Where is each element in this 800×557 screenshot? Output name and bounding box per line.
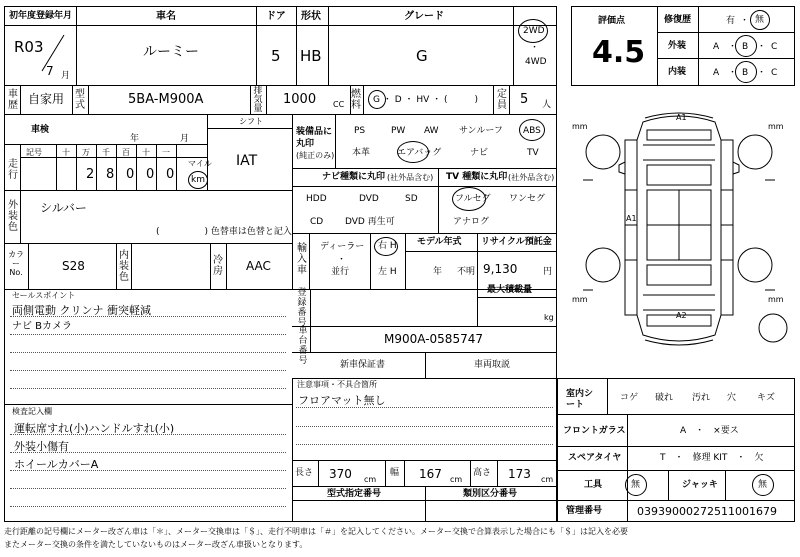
import-label: 輸入車 bbox=[297, 243, 307, 276]
repair-dot: ・ bbox=[740, 16, 750, 26]
doors-value: 5 bbox=[271, 47, 281, 65]
drive-2wd: 2WD bbox=[523, 26, 545, 36]
capacity-label: 定員 bbox=[497, 89, 507, 111]
drive-dot: ・ bbox=[530, 43, 540, 53]
jack-value: 無 bbox=[758, 480, 768, 490]
car-diagram bbox=[563, 100, 795, 360]
equipment-item: AW bbox=[424, 126, 439, 136]
mm-bottom-right: mm bbox=[768, 295, 784, 304]
equipment-item: ABS bbox=[523, 126, 541, 136]
interior-c: C bbox=[771, 68, 778, 78]
model-year-unit: 年 bbox=[433, 267, 443, 277]
mgmt-label: 管理番号 bbox=[566, 506, 603, 516]
repair-yes: 有 bbox=[726, 16, 736, 26]
interior-dot1: ・ bbox=[728, 68, 738, 78]
width-label: 幅 bbox=[390, 468, 400, 478]
tools-label: 工具 bbox=[584, 480, 603, 490]
exterior-dot1: ・ bbox=[728, 42, 738, 52]
height-label: 高さ bbox=[473, 468, 492, 478]
sales-point-line-2: ナビ Bカメラ bbox=[12, 321, 73, 332]
exterior-c: C bbox=[771, 42, 778, 52]
category-label: 車歴 bbox=[8, 89, 18, 111]
drive-4wd: 4WD bbox=[525, 57, 547, 67]
grade-value: G bbox=[416, 47, 428, 65]
reg-month-value: 7 bbox=[46, 64, 54, 78]
odo-unit-header: 十 bbox=[62, 148, 70, 157]
parallel: 並行 bbox=[331, 267, 350, 277]
navi-item: DVD 再生可 bbox=[345, 217, 395, 227]
ac-label: 冷房 bbox=[213, 255, 223, 277]
category-value: 自家用 bbox=[28, 92, 65, 106]
seat-item: 汚れ bbox=[692, 393, 711, 403]
sales-point-line-1: 両側電動 クリンナ 衝突軽減 bbox=[12, 304, 151, 317]
shaken-month-unit: 月 bbox=[180, 134, 190, 144]
model-year-label: モデル年式 bbox=[417, 237, 462, 247]
width-unit: cm bbox=[450, 475, 463, 484]
fuel-label: 燃料 bbox=[351, 89, 361, 111]
navi-item: DVD bbox=[359, 194, 379, 204]
type-designation-label: 型式指定番号 bbox=[327, 489, 382, 499]
sales-point-label: セールスポイント bbox=[12, 291, 76, 300]
shape-label: 形状 bbox=[301, 11, 321, 22]
odo-unit-header: 百 bbox=[122, 148, 130, 157]
exterior-a: A bbox=[713, 42, 720, 52]
equipment-item: TV bbox=[527, 148, 539, 158]
interior-label: 内装 bbox=[668, 67, 687, 77]
chassis-value: M900A-0585747 bbox=[384, 332, 483, 346]
inspector-line-3: ホイールカバーA bbox=[14, 458, 99, 471]
steering-l: 左 H bbox=[378, 267, 397, 277]
car-manual: 車両取説 bbox=[474, 360, 511, 370]
displacement-value: 1000 bbox=[283, 92, 317, 107]
reg-month-unit: 月 bbox=[61, 71, 71, 81]
odo-digit: 0 bbox=[166, 167, 175, 182]
interior-b: B bbox=[742, 68, 749, 78]
shift-value: IAT bbox=[236, 153, 258, 169]
displacement-unit: CC bbox=[333, 100, 345, 109]
navi-sub: (社外品含む) bbox=[387, 173, 434, 182]
length-unit: cm bbox=[364, 475, 377, 484]
new-car-warranty: 新車保証書 bbox=[340, 360, 386, 370]
color-change-note: ( ) 色替車は色替と記入 bbox=[156, 227, 292, 237]
ac-value: AAC bbox=[246, 259, 271, 273]
steering-r: 右 H bbox=[378, 241, 397, 251]
navi-item: SD bbox=[405, 194, 418, 204]
capacity-value: 5 bbox=[520, 92, 529, 107]
door-label: ドア bbox=[266, 11, 286, 22]
km-label: km bbox=[191, 175, 205, 185]
chassis-label: 車台番号 bbox=[298, 326, 308, 366]
equipment-sub: (純正のみ) bbox=[296, 151, 335, 160]
mile-label: マイル bbox=[188, 159, 212, 168]
windshield-label: フロントガラス bbox=[563, 426, 626, 436]
spare-value: T ・ 修理 KIT ・ 欠 bbox=[660, 453, 764, 463]
odo-digit: 2 bbox=[86, 167, 95, 182]
notes-label: 注意事項・不具合箇所 bbox=[297, 380, 377, 389]
equipment-item: ナビ bbox=[470, 148, 489, 158]
repair-no: 無 bbox=[755, 15, 765, 25]
odo-digit: 0 bbox=[126, 167, 135, 182]
exterior-color-value: シルバー bbox=[40, 201, 87, 215]
score-label: 評価点 bbox=[598, 16, 626, 26]
odo-digit: 8 bbox=[106, 167, 115, 182]
footer-line-2: またメーター交換の条件を満たしていないものはメーター改ざん車扱いとなります。 bbox=[4, 540, 308, 549]
exterior-dot2: ・ bbox=[757, 42, 767, 52]
car-name-value: ルーミー bbox=[143, 44, 199, 60]
odo-unit-header: 一 bbox=[162, 148, 170, 157]
fuel-options: G ・ D ・ HV ・ ( ) bbox=[373, 95, 479, 105]
grade-label: グレード bbox=[404, 11, 444, 22]
category-class-label: 類別区分番号 bbox=[463, 489, 518, 499]
seat-item: 破れ bbox=[655, 393, 674, 403]
mm-top-right: mm bbox=[768, 122, 784, 131]
score-value: 4.5 bbox=[592, 35, 646, 70]
capacity-unit: 人 bbox=[542, 100, 552, 110]
width-value: 167 bbox=[419, 467, 442, 481]
odo-unit-header: 千 bbox=[102, 148, 110, 157]
recycle-label: リサイクル預託金 bbox=[481, 237, 552, 247]
shape-value: HB bbox=[300, 47, 322, 65]
model-year-value: 不明 bbox=[457, 267, 476, 277]
tv-label: TV 種類に丸印 bbox=[446, 172, 508, 182]
model-value: 5BA-M900A bbox=[128, 92, 204, 107]
length-value: 370 bbox=[329, 467, 352, 481]
mgmt-value: 03939000272511001679 bbox=[637, 505, 777, 518]
shaken-year-unit: 年 bbox=[130, 134, 140, 144]
odo-label: 走行 bbox=[8, 159, 18, 181]
windshield-value: A ・ ×要ス bbox=[680, 426, 739, 436]
displacement-label: 排気量 bbox=[253, 86, 263, 114]
repair-label: 修復歴 bbox=[664, 15, 692, 25]
mm-bottom-left: mm bbox=[572, 295, 588, 304]
footer-line-1: 走行距離の記号欄にメーター改ざん車は「＊」、メーター交換車は「＄」、走行不明車は「＃」を記入してください。メーター交換で合算表示した場合にも「＄」は記入を必要 bbox=[4, 527, 628, 536]
interior-color-label: 内装色 bbox=[119, 250, 129, 283]
recycle-value: 9,130 bbox=[483, 262, 518, 276]
equipment-item: エアバッグ bbox=[397, 148, 442, 158]
exterior-label: 外装 bbox=[668, 41, 687, 51]
odo-unit-header: 十 bbox=[142, 148, 150, 157]
height-unit: cm bbox=[541, 475, 554, 484]
reg-no-label: 登録番号 bbox=[297, 288, 307, 328]
inspector-line-1: 運転席すれ(小)ハンドルすれ(小) bbox=[14, 422, 175, 435]
dealer-dot: ・ bbox=[337, 255, 347, 265]
reg-year-value: R03 bbox=[14, 38, 44, 56]
seat-label: 室内シート bbox=[566, 389, 594, 410]
recycle-unit: 円 bbox=[543, 267, 553, 277]
odo-unit-header: 万 bbox=[82, 148, 90, 157]
car-name-label: 車名 bbox=[156, 11, 176, 22]
equipment-label: 装備品に丸印 bbox=[296, 127, 333, 149]
inspector-line-2: 外装小傷有 bbox=[14, 440, 69, 453]
color-code-value: S28 bbox=[62, 259, 85, 273]
mm-top-left: mm bbox=[572, 122, 588, 131]
navi-item: CD bbox=[310, 217, 324, 227]
height-value: 173 bbox=[508, 467, 531, 481]
seat-item: コゲ bbox=[620, 393, 639, 403]
inspector-label: 検査記入欄 bbox=[12, 407, 52, 416]
odo-digit: 0 bbox=[146, 167, 155, 182]
dealer: ディーラー bbox=[320, 242, 365, 252]
equipment-item: 本革 bbox=[352, 148, 371, 158]
tv-item: アナログ bbox=[453, 217, 490, 227]
a1-top: A1 bbox=[676, 113, 687, 122]
a1-center: A1 bbox=[626, 214, 637, 223]
model-label: 型式 bbox=[75, 89, 85, 111]
exterior-color-label: 外装色 bbox=[8, 200, 18, 233]
exterior-b: B bbox=[742, 42, 749, 52]
spare-label: スペアタイヤ bbox=[568, 453, 622, 463]
length-label: 長さ bbox=[295, 468, 314, 478]
shaken-label: 車検 bbox=[31, 125, 50, 135]
tv-item: ワンセグ bbox=[509, 194, 546, 204]
shift-label: シフト bbox=[239, 117, 263, 126]
navi-item: HDD bbox=[306, 194, 327, 204]
tools-value: 無 bbox=[631, 480, 641, 490]
equipment-item: サンルーフ bbox=[459, 126, 503, 136]
equipment-item: PW bbox=[391, 126, 406, 136]
seat-item: キズ bbox=[757, 393, 775, 403]
tv-sub: (社外品含む) bbox=[508, 173, 555, 182]
tv-item: フルセグ bbox=[455, 194, 491, 204]
equipment-item: PS bbox=[354, 126, 366, 136]
color-code-label: カラーNo. bbox=[8, 250, 24, 277]
a2-bottom: A2 bbox=[676, 311, 687, 320]
reg-year-label: 初年度登録年月 bbox=[9, 11, 73, 21]
interior-dot2: ・ bbox=[757, 68, 767, 78]
odo-unit-header: 記号 bbox=[26, 148, 42, 157]
navi-label: ナビ種類に丸印 bbox=[322, 172, 386, 182]
max-load-label: 最大積載量 bbox=[487, 285, 533, 295]
notes-line: フロアマット無し bbox=[298, 394, 386, 407]
interior-a: A bbox=[713, 68, 720, 78]
jack-label: ジャッキ bbox=[682, 480, 718, 490]
seat-item: 穴 bbox=[727, 393, 737, 403]
max-load-unit: kg bbox=[544, 313, 554, 322]
